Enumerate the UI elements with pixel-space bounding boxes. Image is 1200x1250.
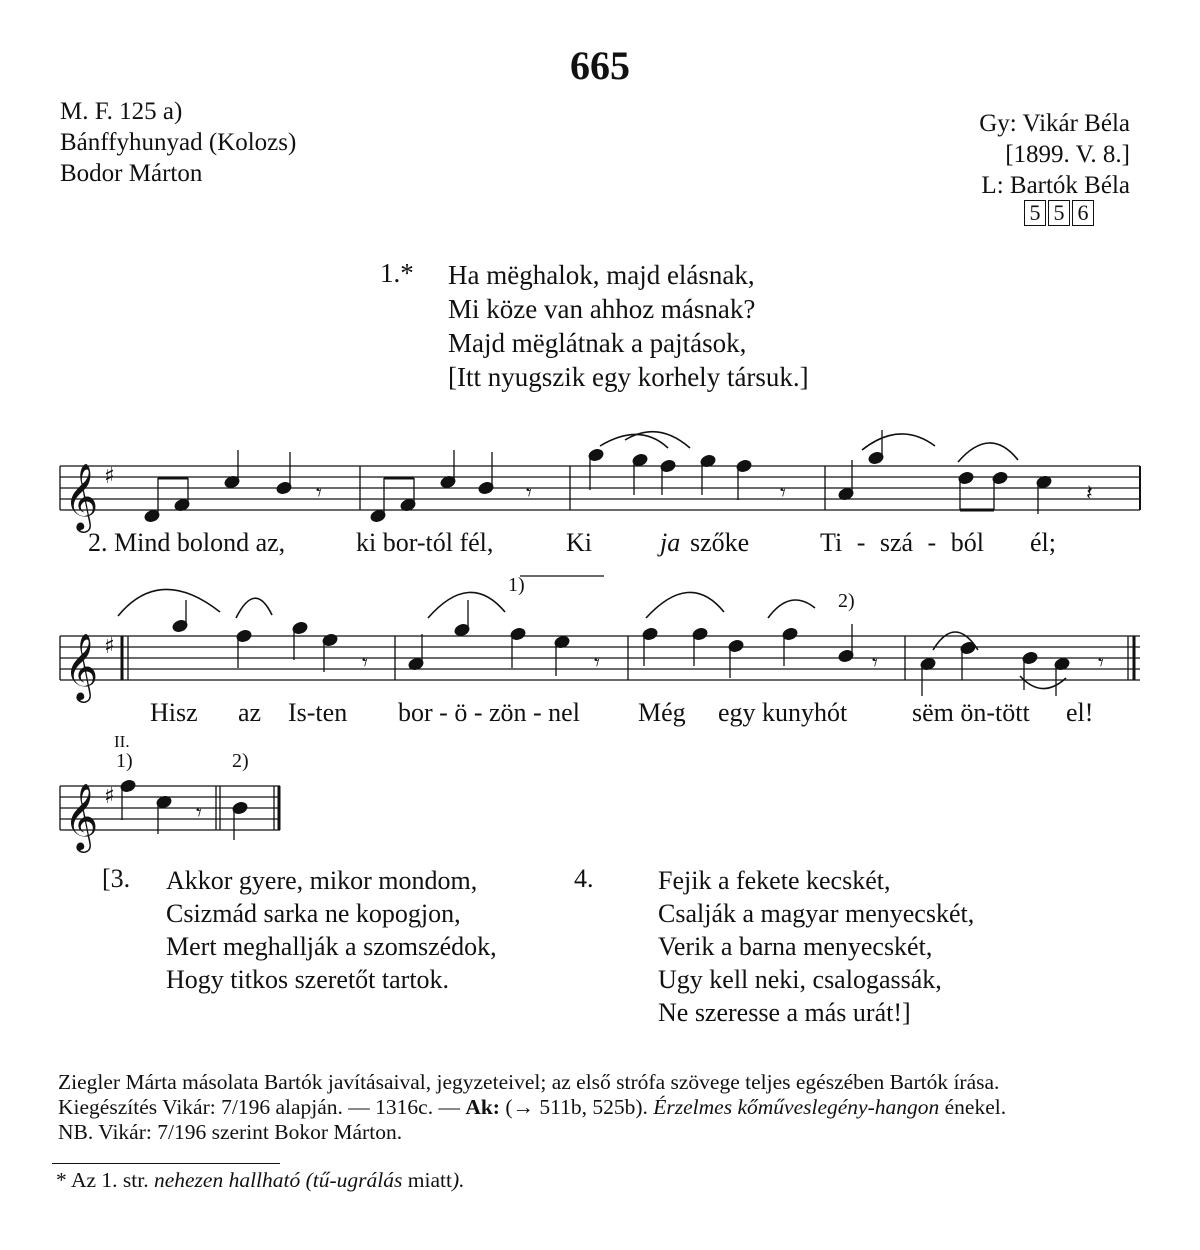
lyric-syllable: Ti - szá - ból — [820, 528, 984, 557]
verse3-number: [3. — [102, 864, 131, 893]
staff-system-1 — [60, 466, 1140, 510]
verse4-number: 4. — [574, 864, 594, 893]
variant-mark: 2) — [838, 590, 855, 612]
verse-line: Csizmád sarka ne kopogjon, — [166, 899, 461, 928]
variant-mark: 2) — [232, 750, 249, 772]
footnote-divider — [52, 1163, 280, 1164]
lyric-syllable: egy kunyhót — [718, 698, 848, 727]
lyric-syllable: 2. Mind bolond az, — [88, 528, 286, 557]
verse3 — [166, 864, 497, 996]
cadence-box: 5 — [1024, 200, 1046, 226]
lyric-syllable: Hisz — [150, 698, 198, 727]
svg-text:𝄾: 𝄾 — [780, 481, 786, 506]
verse-line: Hogy titkos szeretőt tartok. — [166, 965, 450, 994]
lyric-syllable: ja — [660, 528, 681, 557]
svg-text:𝄾: 𝄾 — [362, 651, 368, 676]
sharp-icon: ♯ — [104, 784, 115, 809]
verse-line: Mi köze van ahhoz másnak? — [448, 294, 756, 324]
verse-line: [Itt nyugszik egy korhely társuk.] — [448, 362, 809, 392]
sharp-icon: ♯ — [104, 634, 115, 659]
verse1-number: 1.* — [380, 258, 414, 288]
verse-line: Akkor gyere, mikor mondom, — [166, 866, 478, 895]
footnote-italic: ). — [451, 1168, 465, 1192]
lyric-syllable: ki bor-tól fél, — [356, 528, 494, 557]
verse-line: Ugy kell neki, csalogassák, — [658, 965, 942, 994]
variant-mark: 1) — [116, 750, 133, 772]
staff-system-2 — [60, 636, 1140, 680]
svg-text:𝄾: 𝄾 — [872, 651, 878, 676]
verse-line: Fejik a fekete kecskét, — [658, 866, 891, 895]
collection-date: [1899. V. 8.] — [1005, 141, 1130, 168]
verse-line: Csalják a magyar menyecskét, — [658, 899, 975, 928]
cadence-box: 6 — [1072, 200, 1094, 226]
lyric-syllable: sëm ön-tött — [912, 698, 1030, 727]
note-text: Kiegészítés Vikár: 7/196 alapján. — 1316c. — — [58, 1095, 466, 1119]
note-line: Ziegler Márta másolata Bartók javításaival, jegyzeteivel; az első strófa szövege teljes egészében Bartók írása. — [58, 1070, 1000, 1094]
page-number: 665 — [570, 43, 630, 88]
svg-text:𝄾: 𝄾 — [594, 651, 600, 676]
location: Bánffyhunyad (Kolozs) — [60, 129, 297, 156]
verse-line: Ne szeresse a más urát!] — [658, 998, 911, 1027]
lyric-syllable: Még — [638, 698, 686, 727]
notes-variant — [120, 779, 249, 840]
lyric-syllable: el! — [1066, 698, 1094, 727]
variant-mark: 1) — [508, 574, 525, 596]
verse4 — [658, 864, 974, 1029]
verse-line: Mert meghallják a szomszédok, — [166, 932, 497, 961]
archive-ref: M. F. 125 a) — [60, 98, 183, 125]
note-text: énekel. — [939, 1095, 1007, 1119]
verse-line: Majd mëglátnak a pajtások, — [448, 328, 747, 358]
note-text: (→ 511b, 525b). — [499, 1095, 654, 1119]
verse-line: Ha mëghalok, majd elásnak, — [448, 260, 755, 290]
footnote-text: miatt — [402, 1168, 452, 1192]
notes-system-2 — [172, 600, 1071, 696]
editorial-notes — [58, 1070, 1006, 1145]
treble-clef-icon: 𝄞 — [64, 782, 99, 850]
collector: Gy: Vikár Béla — [979, 110, 1130, 137]
lyric-syllable: az — [238, 698, 262, 727]
verse-line: Verik a barna menyecskét, — [658, 932, 933, 961]
lyric-syllable: él; — [1030, 528, 1056, 557]
svg-text:𝄾: 𝄾 — [1098, 651, 1104, 676]
note-line: NB. Vikár: 7/196 szerint Bokor Márton. — [58, 1120, 403, 1144]
svg-text:𝄾: 𝄾 — [196, 801, 202, 826]
treble-clef-icon: 𝄞 — [64, 632, 99, 700]
cadence-box: 5 — [1048, 200, 1070, 226]
lyric-syllable: bor - ö - zön - nel — [398, 698, 580, 727]
svg-text:𝄾: 𝄾 — [316, 481, 322, 506]
transcriber: L: Bartók Béla — [981, 172, 1130, 199]
note-line — [58, 1095, 1006, 1120]
svg-text:𝄽: 𝄽 — [1086, 481, 1093, 506]
treble-clef-icon: 𝄞 — [64, 462, 99, 530]
variant-label: II. — [114, 732, 130, 751]
sharp-icon: ♯ — [104, 464, 115, 489]
performer: Bodor Márton — [60, 160, 203, 187]
lyric-syllable: Ki — [566, 528, 592, 557]
svg-text:𝄾: 𝄾 — [526, 481, 532, 506]
footnote-italic: nehezen hallható (tű-ugrálás — [153, 1168, 403, 1192]
lyric-syllable: szőke — [690, 528, 750, 557]
footnote-text: * Az 1. str. — [56, 1168, 154, 1192]
note-italic: Érzelmes kőműveslegény-hangon — [653, 1095, 940, 1119]
note-bold: Ak: — [465, 1095, 500, 1119]
footnote — [56, 1168, 464, 1193]
lyric-syllable: Is-ten — [288, 698, 348, 727]
